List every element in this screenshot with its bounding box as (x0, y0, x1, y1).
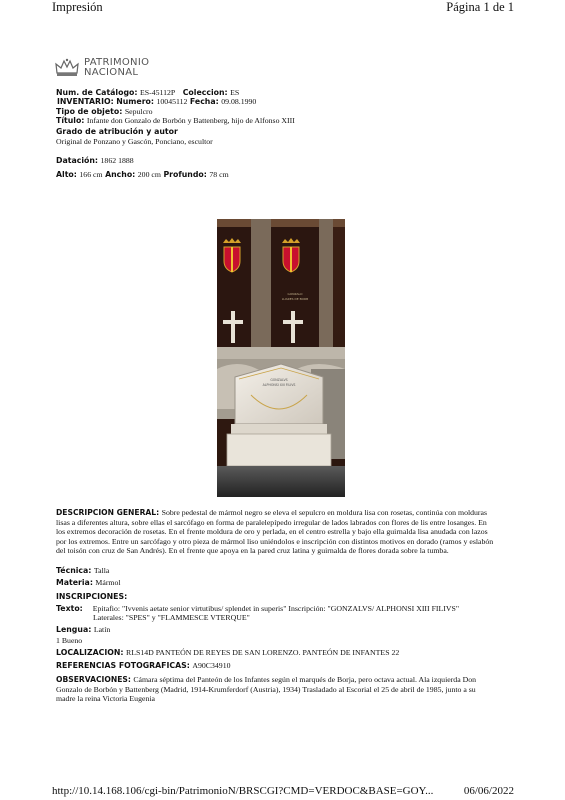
page-number: Página 1 de 1 (446, 0, 514, 14)
inscription-line-2-row (93, 613, 250, 623)
footer-date: 06/06/2022 (463, 785, 514, 797)
inscription-line-1: Epitafio: "Ivvenis aetate senior virtutibus/ splendet in superis" Inscripción: "GONZALVS/ ALPHONSI XIII FILIVS" (92, 604, 460, 613)
description-text: Sobre pedestal de mármol negro se eleva el sepulcro en moldura lisa con rosetas, continúa con molduras lisas a diferentes altura, sobre ellas el sarcófago en forma de paralelepípedo irregular de lados labrados con flores de lis entre losanges. En los extremos decoración de rosetas. En el frente moldura de oro y perlada, en el centro estrella y bajo ella guirnalda lisa anudada con lazos por los extremos. Entre un sarcófago y otro pieza de mármol liso uniéndolos e inscripción con distintos motivos en dorado (ramos y eslabón del toisón con cruz de San Andrés). En el frente que apoya en la pared cruz latina y guirnalda de flores dorada sobre la tumba. (56, 508, 494, 556)
technique-label: Técnica: (56, 566, 92, 575)
object-type-value: Sepulcro (124, 107, 153, 116)
crown-icon (54, 58, 80, 78)
attribution-value-row (56, 137, 213, 147)
condition-value: 1 Bueno (56, 636, 83, 645)
language-value: Latín (93, 625, 111, 634)
inscription-text-label: Texto: (56, 604, 83, 613)
svg-text:ALPHONSI XIII FILIVS: ALPHONSI XIII FILIVS (262, 383, 296, 387)
footer-url: http://10.14.168.106/cgi-bin/PatrimonioN/BRSCGI?CMD=VERDOC&BASE=GOY... (52, 785, 434, 797)
catalog-label: Num. de Catálogo: (56, 88, 138, 97)
title-value: Infante don Gonzalo de Borbón y Battenberg, hijo de Alfonso XIII (86, 116, 295, 125)
photo-refs-row (56, 661, 231, 671)
observations-text: Cámara séptima del Panteón de los Infantes según el marqués de Borja, pero octava actual. Ala izquierda Don Gonzalo de Borbón y Battenberg (Madrid, 1914-Krumferdorf (Austria), 1934) Trasladado al Escorial el 25 de abril de 1985, junto a su madre la reina Victoria Eugenia (56, 675, 477, 704)
svg-text:GONZALO: GONZALO (287, 292, 303, 296)
tomb-photo (217, 219, 345, 497)
inscriptions-heading (56, 592, 127, 602)
technique-value: Talla (93, 566, 110, 575)
date-value: 09.08.1990 (221, 97, 257, 106)
collection-value: ES (230, 88, 240, 97)
inventory-row (57, 97, 256, 107)
number-label: Numero: (116, 97, 155, 106)
title-label: Título: (56, 116, 85, 125)
title-row (56, 116, 295, 126)
attribution-heading (56, 127, 178, 137)
general-description (56, 508, 496, 556)
observations-label: OBSERVACIONES: (56, 675, 131, 684)
logo-line-1: PATRIMONIO (84, 57, 150, 68)
material-label: Materia: (56, 578, 93, 587)
width-label: Ancho: (105, 170, 136, 179)
dating-row (56, 156, 134, 166)
observations (56, 675, 496, 704)
collection-label: Coleccion: (182, 88, 228, 97)
patrimonio-logo (54, 58, 149, 78)
object-type-label: Tipo de objeto: (56, 107, 123, 116)
depth-value: 78 cm (209, 170, 229, 179)
attribution-value: Original de Ponzano y Gascón, Ponciano, escultor (56, 137, 213, 146)
language-row (56, 625, 110, 635)
photo-refs-value: A90C34910 (192, 661, 231, 670)
height-label: Alto: (56, 170, 77, 179)
location-value: RLS14D PANTEÓN DE REYES DE SAN LORENZO. PANTEÓN DE INFANTES 22 (126, 648, 400, 657)
width-value: 200 cm (137, 170, 161, 179)
inventory-label: INVENTARIO: (57, 97, 114, 106)
number-value: 10045112 (156, 97, 188, 106)
dating-label: Datación: (56, 156, 99, 165)
location-row (56, 648, 399, 658)
language-label: Lengua: (56, 625, 92, 634)
condition-row (56, 636, 82, 646)
height-value: 166 cm (79, 170, 103, 179)
catalog-value: ES-45112P (140, 88, 176, 97)
inscription-line-2: Laterales: "SPES" y "FLAMMESCE VTERQUE" (93, 613, 250, 622)
dimensions-row (56, 170, 229, 180)
technique-row (56, 566, 109, 576)
attribution-label: Grado de atribución y autor (56, 127, 178, 136)
print-header-title: Impresión (52, 0, 103, 14)
material-row (56, 578, 121, 588)
photo-refs-label: REFERENCIAS FOTOGRAFICAS: (56, 661, 190, 670)
depth-label: Profundo: (163, 170, 207, 179)
dating-value: 1862 1888 (100, 156, 134, 165)
logo-line-2: NACIONAL (84, 67, 139, 78)
svg-text:LUARES DE BORB: LUARES DE BORB (281, 297, 309, 301)
description-label: DESCRIPCION GENERAL: (56, 508, 160, 517)
location-label: LOCALIZACION: (56, 648, 124, 657)
svg-text:GONZALVS: GONZALVS (270, 378, 288, 382)
material-value: Mármol (95, 578, 121, 587)
date-label: Fecha: (189, 97, 219, 106)
inscriptions-label: INSCRIPCIONES: (56, 592, 128, 601)
